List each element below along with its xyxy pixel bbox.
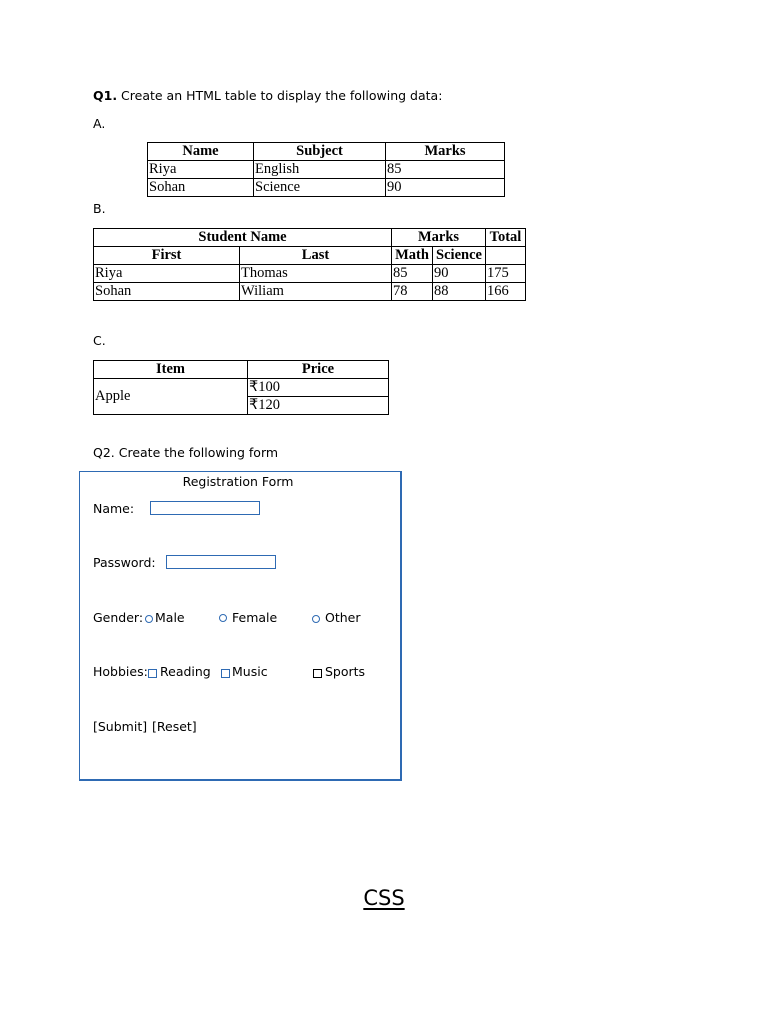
table-cell: English [254, 161, 386, 179]
table-cell: Thomas [240, 265, 392, 283]
table-cell: Riya [94, 265, 240, 283]
part-a-label: A. [93, 116, 106, 131]
q2-heading: Q2. Create the following form [93, 445, 279, 460]
form-title: Registration Form [182, 474, 294, 489]
table-cell-item: Apple [94, 379, 248, 415]
part-c-label: C. [93, 333, 106, 348]
gender-female-label: Female [232, 610, 278, 625]
gender-other-radio[interactable] [312, 615, 320, 623]
hobby-sports-checkbox[interactable] [313, 669, 322, 678]
table-cell: 90 [386, 179, 505, 197]
table-b-header-total: Total [486, 229, 526, 247]
table-cell-price: ₹100 [248, 379, 389, 397]
q1-heading [93, 88, 442, 104]
table-cell: 85 [386, 161, 505, 179]
table-cell: Sohan [94, 283, 240, 301]
table-cell: 90 [433, 265, 486, 283]
table-cell-empty [486, 247, 526, 265]
table-cell: 88 [433, 283, 486, 301]
table-c-header-row [94, 361, 389, 379]
password-label: Password: [93, 555, 156, 570]
table-b-header-first: First [94, 247, 240, 265]
table-c-header-price: Price [248, 361, 389, 379]
registration-form [79, 471, 402, 781]
password-input[interactable] [166, 555, 276, 569]
table-a-header-subject: Subject [254, 143, 386, 161]
q1-text: Create an HTML table to display the following data: [117, 88, 443, 103]
gender-female-radio[interactable] [219, 614, 227, 622]
table-a-header-marks: Marks [386, 143, 505, 161]
table-b-header-math: Math [392, 247, 433, 265]
table-row [94, 379, 389, 397]
table-b-header-science: Science [433, 247, 486, 265]
table-cell: Riya [148, 161, 254, 179]
table-row [94, 283, 526, 301]
name-label: Name: [93, 501, 135, 516]
table-cell: Science [254, 179, 386, 197]
table-cell: 85 [392, 265, 433, 283]
table-c-header-item: Item [94, 361, 248, 379]
table-cell: Sohan [148, 179, 254, 197]
table-c [93, 360, 389, 415]
table-row [148, 179, 505, 197]
table-a-header-row [148, 143, 505, 161]
table-row [148, 161, 505, 179]
hobby-music-label: Music [232, 664, 268, 679]
table-b-header-marks: Marks [392, 229, 486, 247]
table-row [94, 265, 526, 283]
table-cell: 166 [486, 283, 526, 301]
hobby-reading-checkbox[interactable] [148, 669, 157, 678]
submit-button[interactable]: [Submit] [93, 719, 148, 734]
hobby-music-checkbox[interactable] [221, 669, 230, 678]
table-a-header-name: Name [148, 143, 254, 161]
hobby-sports-label: Sports [325, 664, 366, 679]
table-b [93, 228, 526, 301]
gender-male-label: Male [155, 610, 185, 625]
hobby-reading-label: Reading [160, 664, 211, 679]
table-a [147, 142, 505, 197]
table-cell-price: ₹120 [248, 397, 389, 415]
table-b-header-student-name: Student Name [94, 229, 392, 247]
part-b-label: B. [93, 201, 106, 216]
table-b-header-last: Last [240, 247, 392, 265]
name-input[interactable] [150, 501, 260, 515]
gender-label: Gender: [93, 610, 144, 625]
q1-number: Q1. [93, 88, 118, 103]
gender-other-label: Other [325, 610, 361, 625]
table-cell: 175 [486, 265, 526, 283]
css-heading: CSS [363, 886, 405, 910]
reset-button[interactable]: [Reset] [152, 719, 197, 734]
table-cell: Wiliam [240, 283, 392, 301]
table-b-group-header-row [94, 229, 526, 247]
table-b-sub-header-row [94, 247, 526, 265]
hobbies-label: Hobbies: [93, 664, 148, 679]
table-cell: 78 [392, 283, 433, 301]
gender-male-radio[interactable] [145, 615, 153, 623]
